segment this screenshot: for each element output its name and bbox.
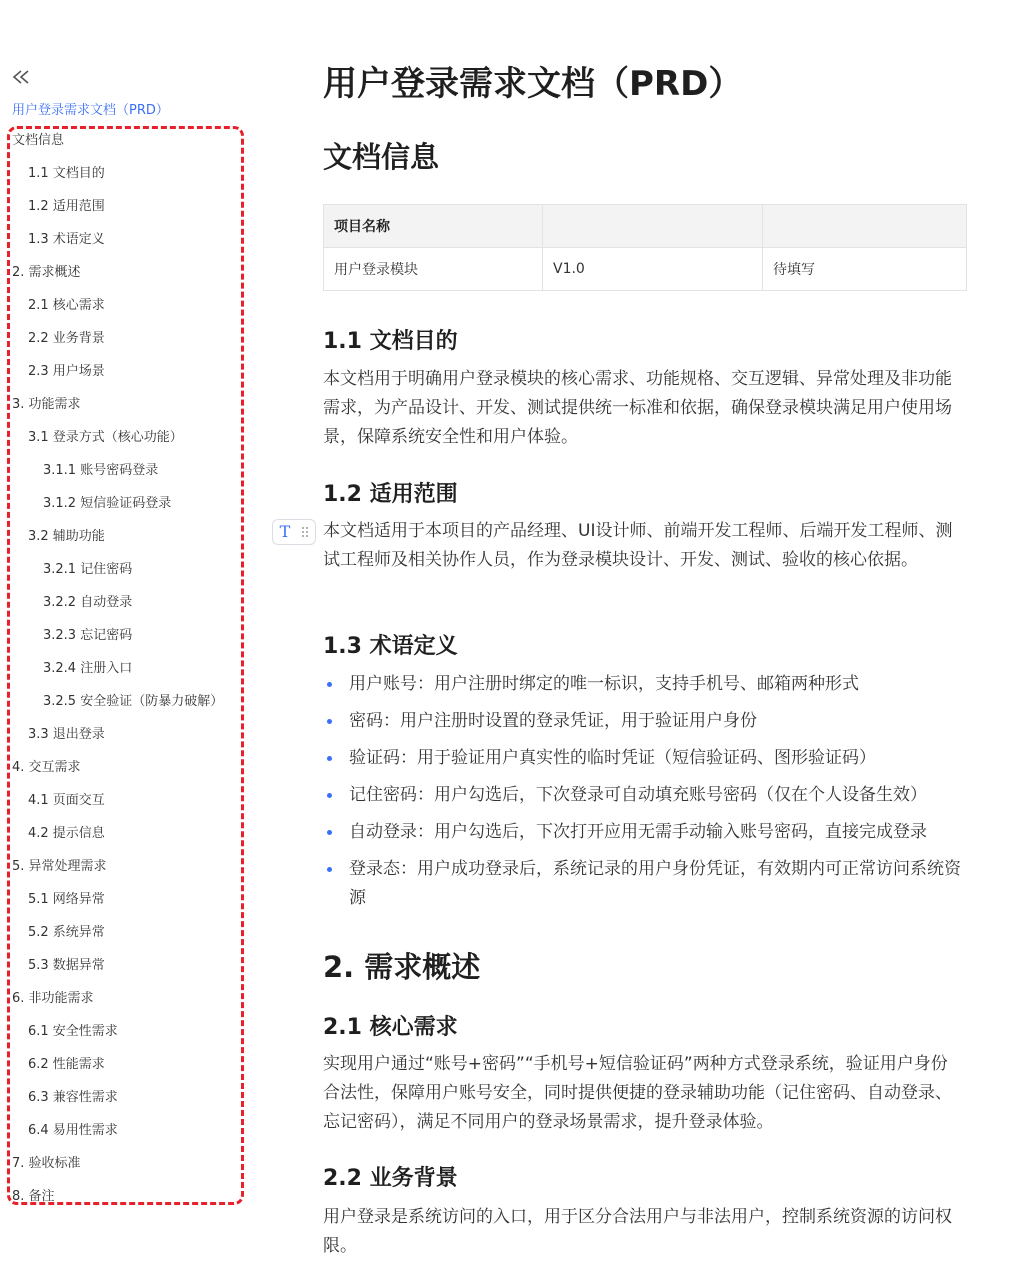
toc-item[interactable]: 6.2 性能需求 <box>28 1057 105 1072</box>
toc-item[interactable]: 8. 备注 <box>12 1189 55 1204</box>
toc-item[interactable]: 7. 验收标准 <box>12 1156 81 1171</box>
section-heading-1-2: 1.2 适用范围 <box>323 482 458 507</box>
toc-item[interactable]: 3.1 登录方式（核心功能） <box>28 430 183 445</box>
bullet-dot-icon <box>327 719 332 724</box>
section-heading-doc-info: 文档信息 <box>323 140 440 174</box>
toc-item[interactable]: 5.1 网络异常 <box>28 892 105 907</box>
terms-list <box>323 670 973 921</box>
list-item <box>323 744 973 773</box>
bullet-dot-icon <box>327 756 332 761</box>
table-cell: 用户登录模块 <box>324 248 543 291</box>
table-row <box>324 248 967 291</box>
text-block-icon[interactable]: T <box>279 522 291 541</box>
list-item-text: 验证码：用于验证用户真实性的临时凭证（短信验证码、图形验证码） <box>349 748 876 768</box>
toc-item[interactable]: 3.2.1 记住密码 <box>43 562 133 577</box>
toc-item[interactable]: 2.1 核心需求 <box>28 298 105 313</box>
bullet-dot-icon <box>327 793 332 798</box>
toc-item[interactable]: 3.3 退出登录 <box>28 727 105 742</box>
toc-item[interactable]: 3. 功能需求 <box>12 397 81 412</box>
toc-item[interactable]: 3.2.2 自动登录 <box>43 595 133 610</box>
list-item-text: 用户账号：用户注册时绑定的唯一标识，支持手机号、邮箱两种形式 <box>349 674 859 694</box>
drag-handle-icon[interactable] <box>297 526 313 538</box>
paragraph-scope: 本文档适用于本项目的产品经理、UI设计师、前端开发工程师、后端开发工程师、测试工程师及相关协作人员，作为登录模块设计、开发、测试、验收的核心依据。 <box>323 521 953 570</box>
paragraph-doc-purpose: 本文档用于明确用户登录模块的核心需求、功能规格、交互逻辑、异常处理及非功能需求，为产品设计、开发、测试提供统一标准和依据，确保登录模块满足用户使用场景，保障系统安全性和用户体验。 <box>323 369 952 447</box>
toc-item[interactable]: 3.1.2 短信验证码登录 <box>43 496 172 511</box>
toc-item[interactable]: 文档信息 <box>12 133 65 148</box>
table-header-row <box>324 205 967 248</box>
list-item <box>323 707 973 736</box>
toc-item[interactable]: 5.3 数据异常 <box>28 958 105 973</box>
toc-item[interactable]: 4.1 页面交互 <box>28 793 105 808</box>
toc-item[interactable]: 6.4 易用性需求 <box>28 1123 118 1138</box>
toc-item[interactable]: 1.3 术语定义 <box>28 232 105 247</box>
toc-item[interactable]: 2.3 用户场景 <box>28 364 105 379</box>
bullet-dot-icon <box>327 682 332 687</box>
toc-item[interactable]: 5. 异常处理需求 <box>12 859 107 874</box>
section-heading-2-2: 2.2 业务背景 <box>323 1166 458 1191</box>
section-heading-2-1: 2.1 核心需求 <box>323 1015 458 1040</box>
list-item-text: 登录态：用户成功登录后，系统记录的用户身份凭证，有效期内可正常访问系统资源 <box>349 859 961 908</box>
toc-item[interactable]: 2. 需求概述 <box>12 265 81 280</box>
list-item-text: 自动登录：用户勾选后，下次打开应用无需手动输入账号密码，直接完成登录 <box>349 822 927 842</box>
table-of-contents <box>0 130 260 1219</box>
doc-info-table <box>323 204 967 291</box>
toc-item[interactable]: 6.3 兼容性需求 <box>28 1090 118 1105</box>
list-item <box>323 670 973 699</box>
toc-item[interactable]: 3.2.5 安全验证（防暴力破解） <box>43 694 224 709</box>
list-item <box>323 818 973 847</box>
list-item-text: 记住密码：用户勾选后，下次登录可自动填充账号密码（仅在个人设备生效） <box>349 785 927 805</box>
table-cell: V1.0 <box>543 248 763 291</box>
section-heading-1-1: 1.1 文档目的 <box>323 329 458 354</box>
table-header-cell <box>763 205 967 248</box>
toc-item[interactable]: 3.2.3 忘记密码 <box>43 628 133 643</box>
toc-item[interactable]: 1.1 文档目的 <box>28 166 105 181</box>
section-heading-2: 2. 需求概述 <box>323 950 481 984</box>
block-type-handle[interactable] <box>272 519 316 545</box>
toc-item[interactable]: 6. 非功能需求 <box>12 991 94 1006</box>
document-title-link[interactable]: 用户登录需求文档（PRD） <box>12 103 169 118</box>
toc-item[interactable]: 1.2 适用范围 <box>28 199 105 214</box>
outline-sidebar <box>0 0 260 1224</box>
bullet-dot-icon <box>327 867 332 872</box>
collapse-sidebar-icon[interactable] <box>10 66 32 88</box>
toc-item[interactable]: 4.2 提示信息 <box>28 826 105 841</box>
table-header-cell <box>543 205 763 248</box>
toc-item[interactable]: 3.1.1 账号密码登录 <box>43 463 159 478</box>
toc-item[interactable]: 3.2.4 注册入口 <box>43 661 133 676</box>
paragraph-core-requirement: 实现用户通过“账号+密码”“手机号+短信验证码”两种方式登录系统，验证用户身份合法性，保障用户账号安全，同时提供便捷的登录辅助功能（记住密码、自动登录、忘记密码），满足不同用户的登录场景需求，提升登录体验。 <box>323 1054 952 1132</box>
toc-item[interactable]: 2.2 业务背景 <box>28 331 105 346</box>
toc-item[interactable]: 5.2 系统异常 <box>28 925 105 940</box>
paragraph-business-background: 用户登录是系统访问的入口，用于区分合法用户与非法用户，控制系统资源的访问权限。 <box>323 1207 952 1256</box>
section-heading-1-3: 1.3 术语定义 <box>323 634 458 659</box>
list-item-text: 密码：用户注册时设置的登录凭证，用于验证用户身份 <box>349 711 757 731</box>
toc-item[interactable]: 6.1 安全性需求 <box>28 1024 118 1039</box>
bullet-dot-icon <box>327 830 332 835</box>
list-item <box>323 855 973 913</box>
table-cell: 待填写 <box>763 248 967 291</box>
page-title: 用户登录需求文档（PRD） <box>323 64 743 104</box>
toc-item[interactable]: 4. 交互需求 <box>12 760 81 775</box>
list-item <box>323 781 973 810</box>
toc-item[interactable]: 3.2 辅助功能 <box>28 529 105 544</box>
table-header-cell: 项目名称 <box>324 205 543 248</box>
